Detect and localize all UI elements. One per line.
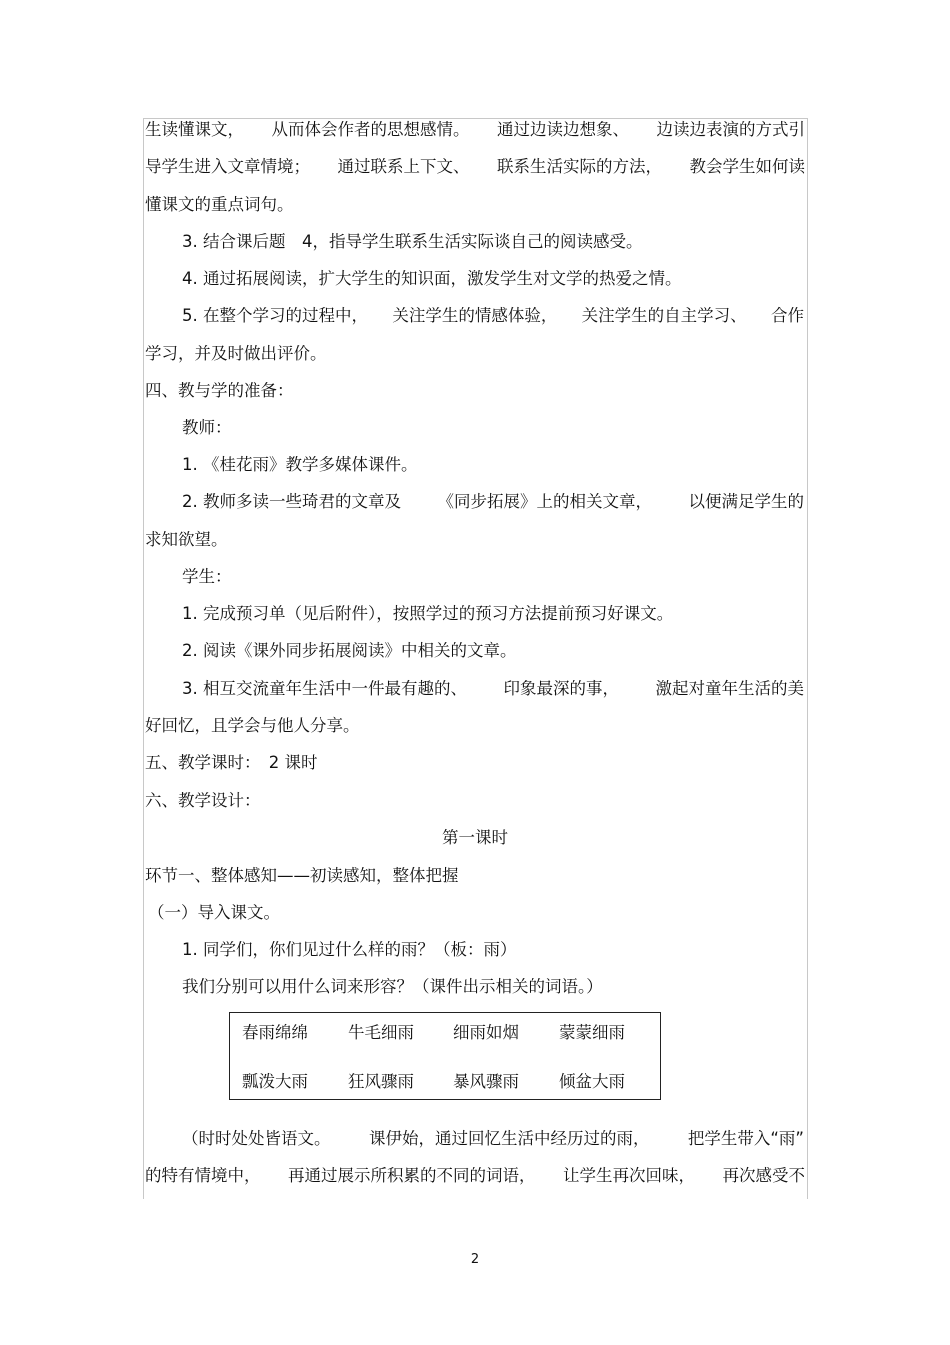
sub-heading: （一）导入课文。 [148, 903, 280, 922]
word-item: 狂风骤雨 [348, 1072, 414, 1091]
word-item: 蒙蒙细雨 [559, 1023, 625, 1042]
objective-item-5-cont: 学习，并及时做出评价。 [145, 344, 327, 363]
word-item: 牛毛细雨 [348, 1023, 414, 1042]
question-2: 我们分别可以用什么词来形容？（课件出示相关的词语。） [182, 977, 603, 996]
paragraph-line: 懂课文的重点词句。 [145, 195, 294, 214]
teacher-item-2: 2. 教师多读一些琦君的文章及 《同步拓展》上的相关文章， 以便满足学生的 [182, 492, 804, 511]
objective-item-4: 4. 通过拓展阅读，扩大学生的知识面，激发学生对文学的热爱之情。 [182, 269, 682, 288]
word-item: 暴风骤雨 [453, 1072, 519, 1091]
student-item-2: 2. 阅读《课外同步拓展阅读》中相关的文章。 [182, 641, 517, 660]
section-4-heading: 四、教与学的准备： [145, 381, 294, 400]
question-1: 1. 同学们，你们见过什么样的雨？（板：雨） [182, 940, 517, 959]
word-item: 细雨如烟 [453, 1023, 519, 1042]
student-item-3-cont: 好回忆，且学会与他人分享。 [145, 716, 360, 735]
teacher-item-1: 1. 《桂花雨》教学多媒体课件。 [182, 455, 418, 474]
commentary-line: 的特有情境中， 再通过展示所积累的不同的词语， 让学生再次回味， 再次感受不 [145, 1166, 805, 1185]
student-item-1: 1. 完成预习单（见后附件），按照学过的预习方法提前预习好课文。 [182, 604, 674, 623]
word-box [229, 1012, 661, 1100]
teacher-label: 教师： [182, 418, 232, 437]
objective-item-5: 5. 在整个学习的过程中， 关注学生的情感体验， 关注学生的自主学习、 合作 [182, 306, 804, 325]
student-label: 学生： [182, 567, 232, 586]
section-6-heading: 六、教学设计： [145, 791, 261, 810]
commentary-line: （时时处处皆语文。 课伊始，通过回忆生活中经历过的雨， 把学生带入“雨” [182, 1129, 804, 1148]
word-item: 春雨绵绵 [242, 1023, 308, 1042]
teacher-item-2-cont: 求知欲望。 [145, 530, 228, 549]
paragraph-line: 生读懂课文， 从而体会作者的思想感情。 通过边读边想象、 边读边表演的方式引 [145, 120, 805, 139]
student-item-3: 3. 相互交流童年生活中一件最有趣的、 印象最深的事， 激起对童年生活的美 [182, 679, 804, 698]
word-item: 倾盆大雨 [559, 1072, 625, 1091]
objective-item-3: 3. 结合课后题 4，指导学生联系生活实际谈自己的阅读感受。 [182, 232, 643, 251]
page-number: 2 [470, 1252, 480, 1267]
section-5-heading: 五、教学课时： 2 课时 [145, 753, 318, 772]
paragraph-line: 导学生进入文章情境； 通过联系上下文、 联系生活实际的方法， 教会学生如何读 [145, 157, 805, 176]
stage-heading: 环节一、整体感知——初读感知，整体把握 [145, 866, 459, 885]
word-item: 瓢泼大雨 [242, 1072, 308, 1091]
lesson-title: 第一课时 [442, 828, 508, 847]
